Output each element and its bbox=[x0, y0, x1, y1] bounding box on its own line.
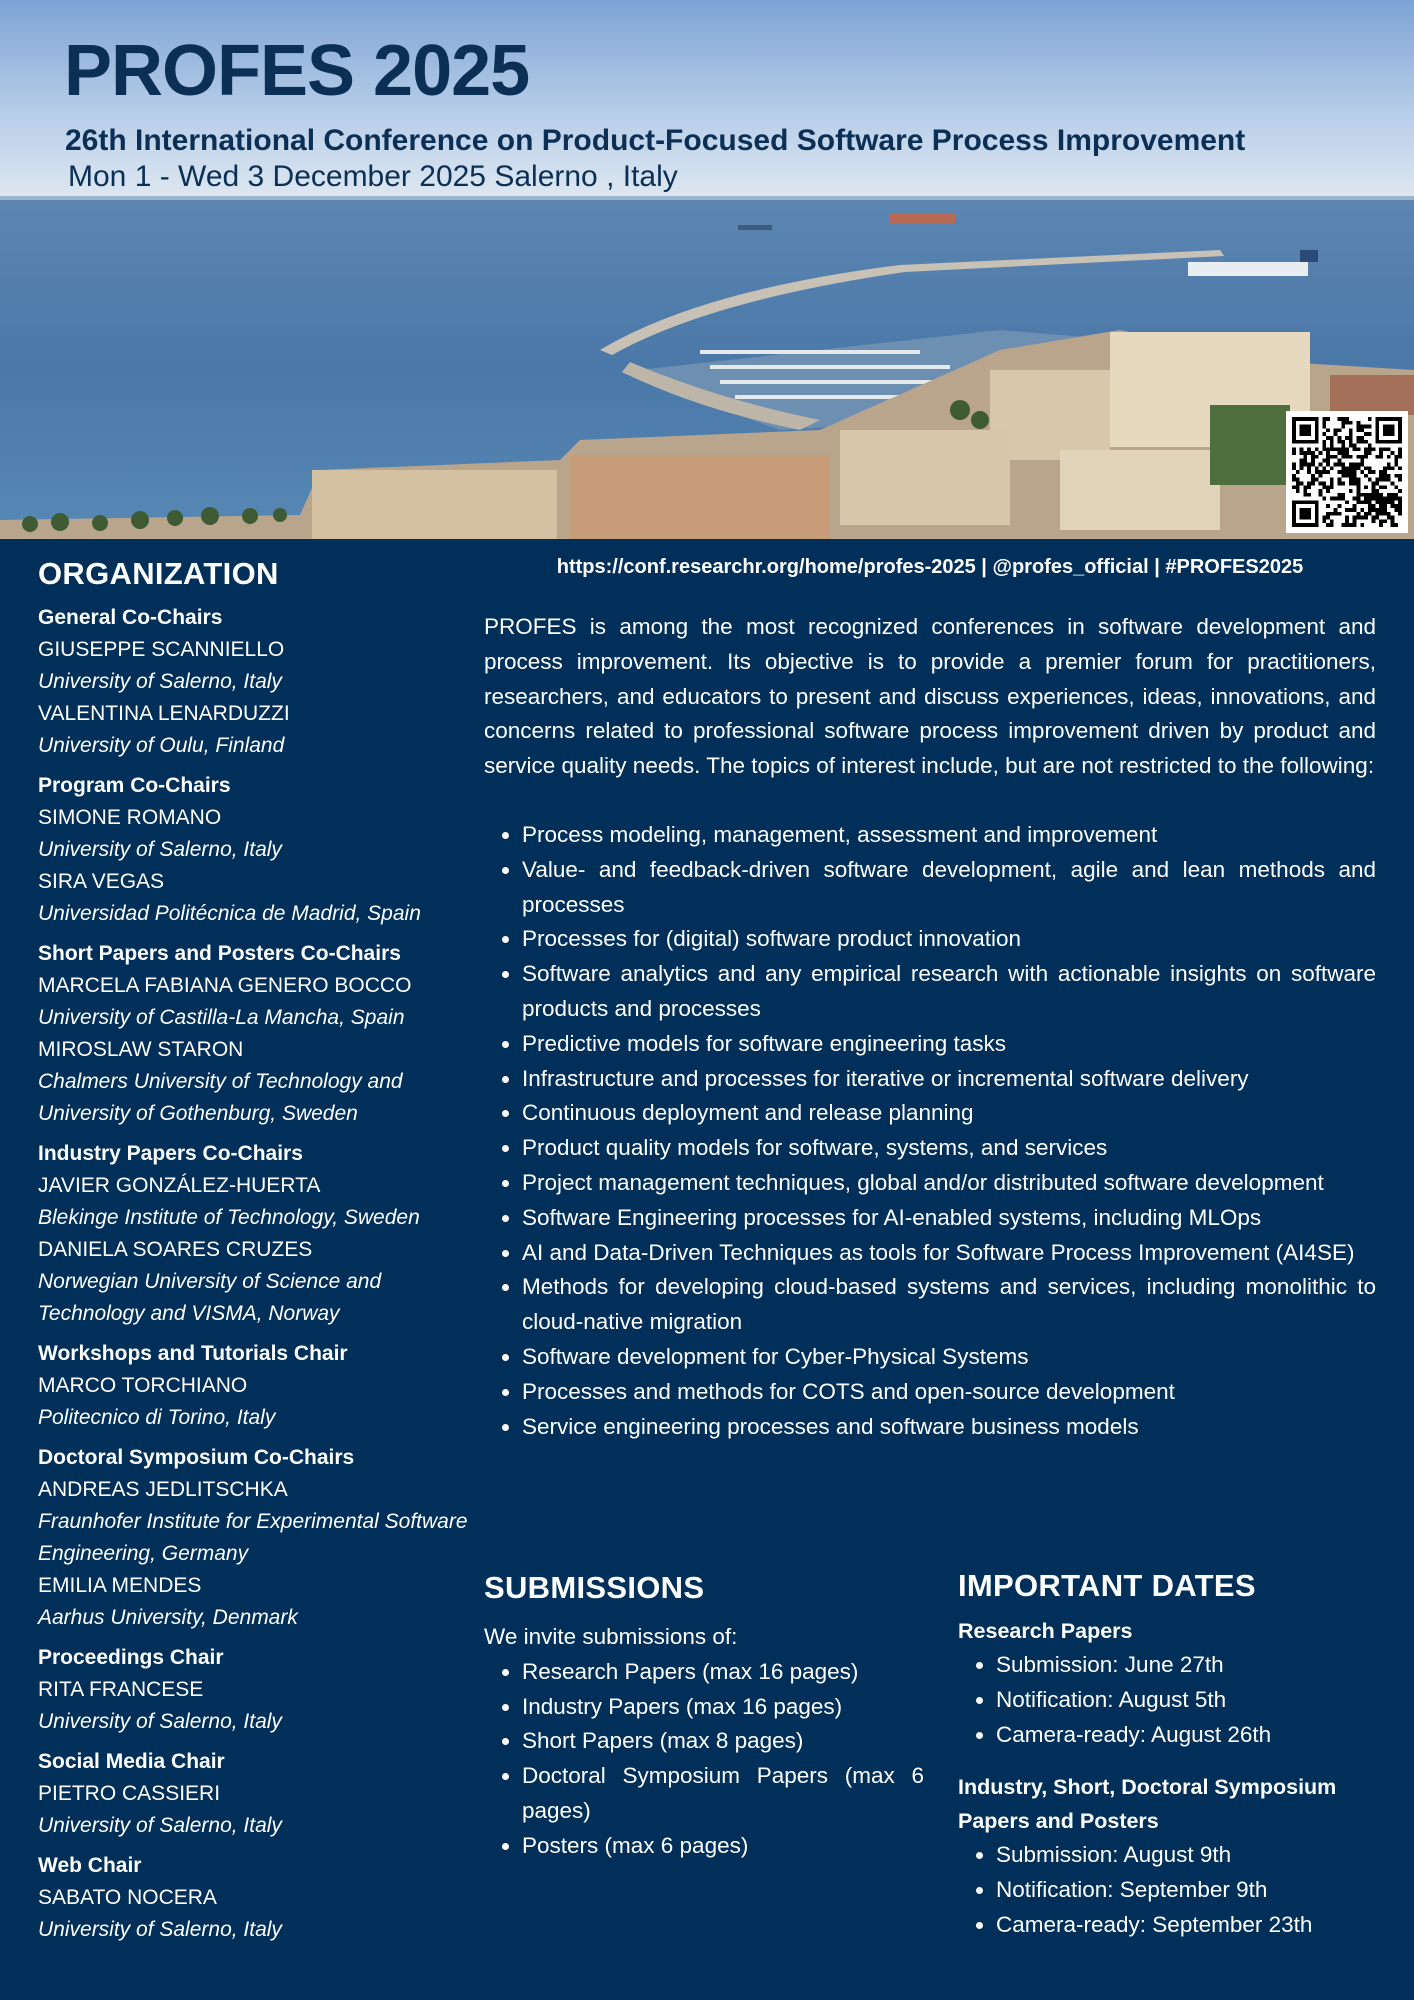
role-title: General Co-Chairs bbox=[38, 606, 223, 629]
person-name: PIETRO CASSIERI bbox=[38, 1782, 221, 1805]
person-affiliation: Blekinge Institute of Technology, Sweden bbox=[38, 1206, 420, 1229]
topic-item: Project management techniques, global and/or distributed software development bbox=[484, 1166, 1376, 1201]
organization-list bbox=[38, 602, 488, 1946]
date-item: Camera-ready: September 23th bbox=[958, 1908, 1388, 1943]
role-title: Social Media Chair bbox=[38, 1750, 225, 1773]
date-item: Submission: June 27th bbox=[958, 1648, 1388, 1683]
person-name: GIUSEPPE SCANNIELLO bbox=[38, 638, 285, 661]
important-dates-heading: IMPORTANT DATES bbox=[958, 1568, 1256, 1603]
person-affiliation: University of Oulu, Finland bbox=[38, 734, 285, 757]
organization-heading: ORGANIZATION bbox=[38, 556, 279, 591]
person-affiliation: University of Salerno, Italy bbox=[38, 1918, 282, 1941]
submissions-list bbox=[484, 1655, 924, 1864]
person-name: MARCO TORCHIANO bbox=[38, 1374, 248, 1397]
important-dates-section bbox=[958, 1568, 1388, 1943]
submission-item: Short Papers (max 8 pages) bbox=[484, 1724, 924, 1759]
role-title: Doctoral Symposium Co-Chairs bbox=[38, 1446, 355, 1469]
person-affiliation: Universidad Politécnica de Madrid, Spain bbox=[38, 902, 421, 925]
conference-title: PROFES 2025 bbox=[64, 31, 530, 111]
person-name: VALENTINA LENARDUZZI bbox=[38, 702, 290, 725]
topic-item: Infrastructure and processes for iterative or incremental software delivery bbox=[484, 1062, 1376, 1097]
topic-item: Product quality models for software, systems, and services bbox=[484, 1131, 1376, 1166]
qr-code-icon[interactable] bbox=[1286, 411, 1408, 533]
about-paragraph: PROFES is among the most recognized conferences in software development and process improvement. Its objective is to provide a premier forum for practitioners, researchers, and educators to present and discuss experiences, ideas, innovations, and concerns related to professional software process improvement driven by product and service quality needs. The topics of interest include, but are not restricted to the following: bbox=[484, 614, 1376, 779]
person-name: SIMONE ROMANO bbox=[38, 806, 222, 829]
topic-item: Software analytics and any empirical research with actionable insights on software products and processes bbox=[484, 957, 1376, 1027]
date-groups bbox=[958, 1614, 1388, 1943]
date-group-title: Industry, Short, Doctoral Symposium Papers and Posters bbox=[958, 1775, 1337, 1834]
person-name: JAVIER GONZÁLEZ-HUERTA bbox=[38, 1174, 321, 1197]
organization-column bbox=[38, 556, 488, 1946]
submission-item: Research Papers (max 16 pages) bbox=[484, 1655, 924, 1690]
role-title: Web Chair bbox=[38, 1854, 142, 1877]
submission-item: Industry Papers (max 16 pages) bbox=[484, 1690, 924, 1725]
topic-item: Software development for Cyber-Physical Systems bbox=[484, 1340, 1376, 1375]
role-title: Industry Papers Co-Chairs bbox=[38, 1142, 303, 1165]
person-name: ANDREAS JEDLITSCHKA bbox=[38, 1478, 288, 1501]
date-group-title: Research Papers bbox=[958, 1619, 1133, 1643]
person-name: SIRA VEGAS bbox=[38, 870, 165, 893]
date-item: Notification: September 9th bbox=[958, 1873, 1388, 1908]
person-name: EMILIA MENDES bbox=[38, 1574, 202, 1597]
person-affiliation: University of Salerno, Italy bbox=[38, 1814, 282, 1837]
topic-item: Processes for (digital) software product innovation bbox=[484, 922, 1376, 957]
conference-links[interactable]: https://conf.researchr.org/home/profes-2025 | @profes_official | #PROFES2025 bbox=[556, 556, 1304, 578]
person-affiliation: Politecnico di Torino, Italy bbox=[38, 1406, 276, 1429]
topic-item: Service engineering processes and software business models bbox=[484, 1410, 1376, 1445]
person-affiliation: University of Castilla-La Mancha, Spain bbox=[38, 1006, 405, 1029]
topic-item: Process modeling, management, assessment and improvement bbox=[484, 818, 1376, 853]
person-name: DANIELA SOARES CRUZES bbox=[38, 1238, 313, 1261]
topics-list bbox=[484, 818, 1376, 1444]
conference-dateline: Mon 1 - Wed 3 December 2025 Salerno , Italy bbox=[68, 160, 678, 193]
person-affiliation: University of Salerno, Italy bbox=[38, 1710, 282, 1733]
submission-item: Posters (max 6 pages) bbox=[484, 1829, 924, 1864]
person-affiliation: Fraunhofer Institute for Experimental Software Engineering, Germany bbox=[38, 1510, 468, 1565]
topic-item: Processes and methods for COTS and open-source development bbox=[484, 1375, 1376, 1410]
submissions-heading: SUBMISSIONS bbox=[484, 1570, 705, 1605]
person-affiliation: Aarhus University, Denmark bbox=[38, 1606, 298, 1629]
date-list bbox=[958, 1648, 1388, 1752]
person-affiliation: Chalmers University of Technology and University of Gothenburg, Sweden bbox=[38, 1070, 403, 1125]
person-name: MARCELA FABIANA GENERO BOCCO bbox=[38, 974, 412, 997]
person-name: RITA FRANCESE bbox=[38, 1678, 204, 1701]
submission-item: Doctoral Symposium Papers (max 6 pages) bbox=[484, 1759, 924, 1829]
conference-subtitle: 26th International Conference on Product-Focused Software Process Improvement bbox=[65, 124, 1246, 157]
topic-item: Software Engineering processes for AI-enabled systems, including MLOps bbox=[484, 1201, 1376, 1236]
date-item: Camera-ready: August 26th bbox=[958, 1718, 1388, 1753]
role-title: Proceedings Chair bbox=[38, 1646, 224, 1669]
person-affiliation: University of Salerno, Italy bbox=[38, 838, 282, 861]
role-title: Workshops and Tutorials Chair bbox=[38, 1342, 348, 1365]
submissions-intro: We invite submissions of: bbox=[484, 1624, 738, 1649]
date-list bbox=[958, 1838, 1388, 1942]
role-title: Program Co-Chairs bbox=[38, 774, 231, 797]
role-title: Short Papers and Posters Co-Chairs bbox=[38, 942, 401, 965]
topic-item: Methods for developing cloud-based systems and services, including monolithic to cloud-native migration bbox=[484, 1270, 1376, 1340]
topic-item: Continuous deployment and release planning bbox=[484, 1096, 1376, 1131]
person-affiliation: University of Salerno, Italy bbox=[38, 670, 282, 693]
hero-banner bbox=[0, 0, 1414, 539]
date-item: Notification: August 5th bbox=[958, 1683, 1388, 1718]
date-item: Submission: August 9th bbox=[958, 1838, 1388, 1873]
topic-item: AI and Data-Driven Techniques as tools for Software Process Improvement (AI4SE) bbox=[484, 1236, 1376, 1271]
topic-item: Value- and feedback-driven software development, agile and lean methods and processes bbox=[484, 853, 1376, 923]
person-name: MIROSLAW STARON bbox=[38, 1038, 244, 1061]
person-affiliation: Norwegian University of Science and Technology and VISMA, Norway bbox=[38, 1270, 382, 1325]
submissions-section bbox=[484, 1570, 924, 1864]
topic-item: Predictive models for software engineering tasks bbox=[484, 1027, 1376, 1062]
person-name: SABATO NOCERA bbox=[38, 1886, 217, 1909]
